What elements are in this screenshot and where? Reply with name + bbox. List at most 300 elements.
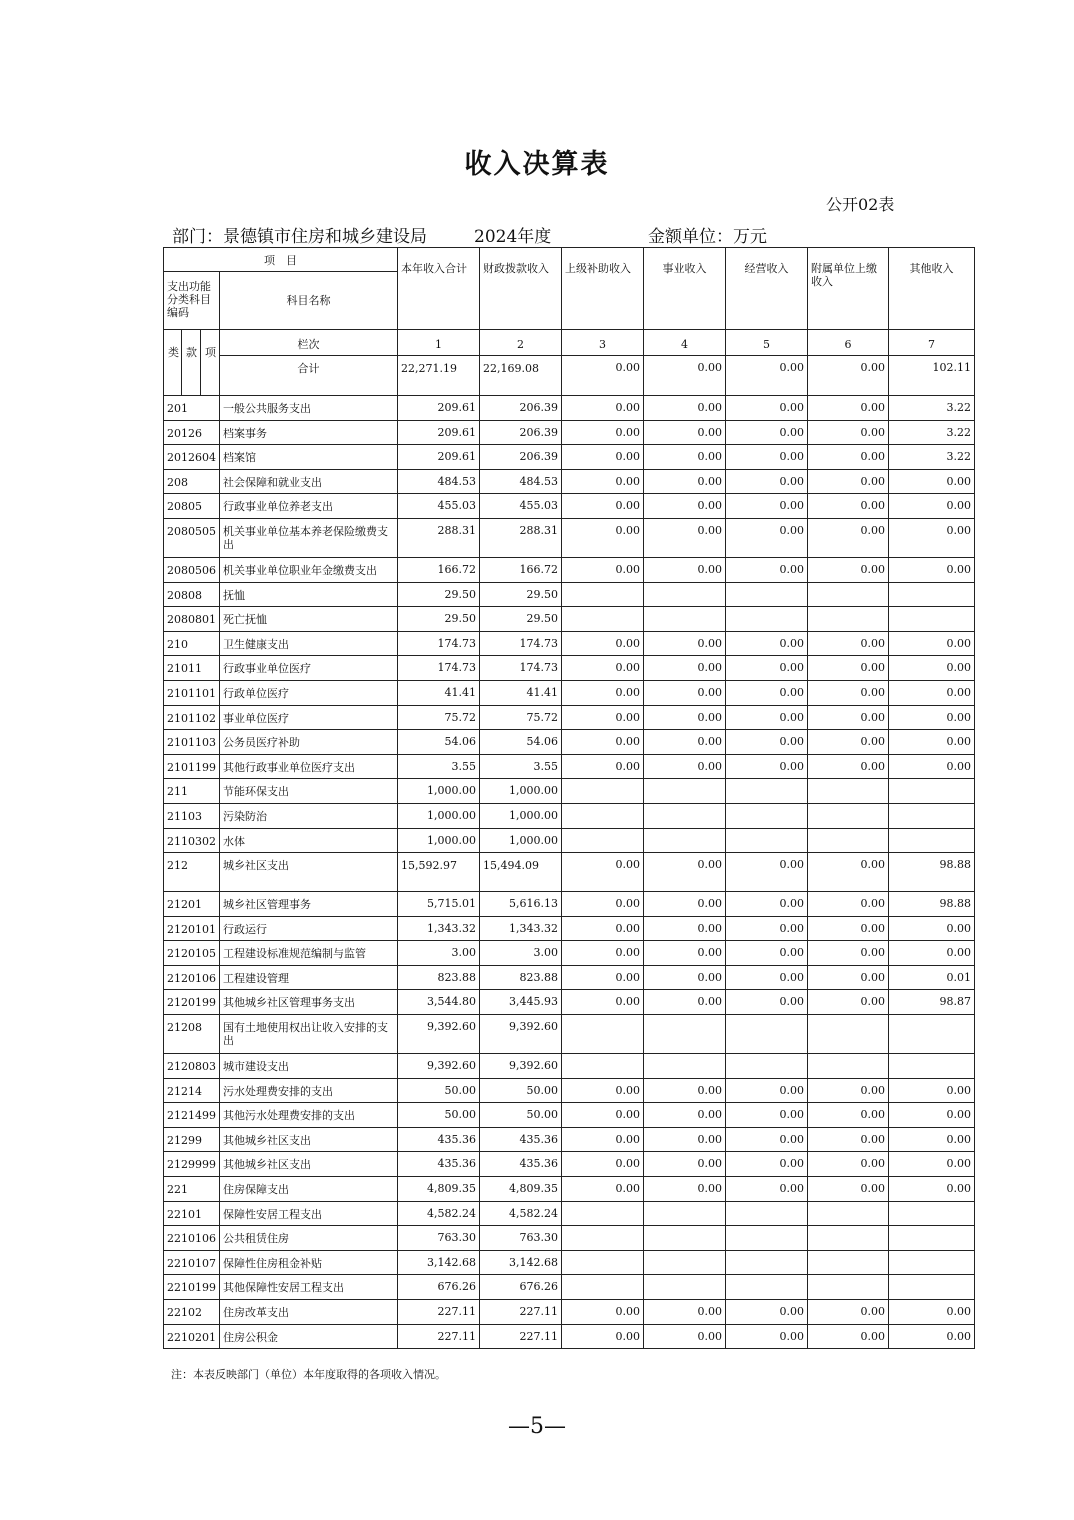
row-value-col-7: 0.00 — [889, 1177, 975, 1202]
row-value-col-3: 0.00 — [562, 469, 644, 494]
row-code: 21299 — [164, 1127, 220, 1152]
row-value-col-3: 0.00 — [562, 853, 644, 892]
total-value-3: 0.00 — [562, 356, 644, 396]
row-value-col-4 — [644, 582, 726, 607]
row-value-col-7: 0.00 — [889, 469, 975, 494]
row-value-col-2: 9,392.60 — [480, 1015, 562, 1054]
row-value-col-1: 41.41 — [398, 680, 480, 705]
row-code: 212 — [164, 853, 220, 892]
row-value-col-4: 0.00 — [644, 1324, 726, 1349]
row-name: 其他污水处理费安排的支出 — [220, 1103, 398, 1128]
row-code: 211 — [164, 779, 220, 804]
row-value-col-7: 98.88 — [889, 892, 975, 917]
row-value-col-1: 3.00 — [398, 941, 480, 966]
row-value-col-1: 209.61 — [398, 420, 480, 445]
row-value-col-5: 0.00 — [726, 1127, 808, 1152]
row-value-col-3: 0.00 — [562, 494, 644, 519]
row-value-col-4: 0.00 — [644, 1177, 726, 1202]
form-number: 公开02表 — [826, 195, 895, 214]
table-row — [164, 518, 975, 557]
row-value-col-4: 0.00 — [644, 557, 726, 582]
row-value-col-5: 0.00 — [726, 1300, 808, 1325]
row-name: 行政事业单位医疗 — [220, 656, 398, 681]
total-value-7: 102.11 — [889, 356, 975, 396]
row-value-col-6: 0.00 — [808, 1078, 889, 1103]
table-row — [164, 1201, 975, 1226]
row-name: 公共租赁住房 — [220, 1226, 398, 1251]
row-name: 节能环保支出 — [220, 779, 398, 804]
row-value-col-5: 0.00 — [726, 656, 808, 681]
lei-kuan-xiang-header — [164, 330, 220, 396]
row-value-col-2: 29.50 — [480, 607, 562, 632]
row-name: 其他城乡社区管理事务支出 — [220, 990, 398, 1015]
row-value-col-5: 0.00 — [726, 990, 808, 1015]
unit-label: 金额单位：万元 — [648, 227, 767, 247]
header-row-project — [164, 248, 975, 272]
row-value-col-2: 15,494.09 — [480, 853, 562, 892]
row-code: 2080506 — [164, 557, 220, 582]
row-value-col-2: 9,392.60 — [480, 1054, 562, 1079]
row-value-col-6: 0.00 — [808, 631, 889, 656]
row-value-col-2: 54.06 — [480, 730, 562, 755]
row-value-col-2: 174.73 — [480, 656, 562, 681]
row-value-col-5: 0.00 — [726, 494, 808, 519]
row-value-col-5 — [726, 779, 808, 804]
row-value-col-2: 50.00 — [480, 1078, 562, 1103]
row-value-col-6: 0.00 — [808, 469, 889, 494]
row-value-col-6: 0.00 — [808, 680, 889, 705]
row-value-col-5: 0.00 — [726, 1103, 808, 1128]
row-value-col-4 — [644, 1201, 726, 1226]
table-row — [164, 420, 975, 445]
row-value-col-1: 209.61 — [398, 445, 480, 470]
table-row — [164, 916, 975, 941]
row-code: 2101102 — [164, 705, 220, 730]
row-value-col-7: 0.01 — [889, 965, 975, 990]
row-value-col-2: 3.00 — [480, 941, 562, 966]
row-value-col-7: 0.00 — [889, 1078, 975, 1103]
row-value-col-3: 0.00 — [562, 445, 644, 470]
row-value-col-5: 0.00 — [726, 469, 808, 494]
row-value-col-3: 0.00 — [562, 1177, 644, 1202]
row-value-col-1: 3.55 — [398, 754, 480, 779]
row-value-col-4 — [644, 1015, 726, 1054]
row-name: 城乡社区管理事务 — [220, 892, 398, 917]
col-number-2: 2 — [480, 330, 562, 356]
row-value-col-2: 1,343.32 — [480, 916, 562, 941]
row-value-col-1: 75.72 — [398, 705, 480, 730]
col-header-1: 本年收入合计 — [398, 248, 480, 330]
row-value-col-6 — [808, 803, 889, 828]
row-value-col-5: 0.00 — [726, 420, 808, 445]
department-label: 部门：景德镇市住房和城乡建设局 — [172, 227, 427, 247]
row-value-col-3: 0.00 — [562, 990, 644, 1015]
row-value-col-1: 9,392.60 — [398, 1015, 480, 1054]
row-value-col-4: 0.00 — [644, 631, 726, 656]
row-value-col-2: 50.00 — [480, 1103, 562, 1128]
income-table — [163, 247, 975, 1349]
project-header: 项 目 — [164, 248, 398, 272]
row-code: 2129999 — [164, 1152, 220, 1177]
row-value-col-3 — [562, 607, 644, 632]
row-value-col-7: 0.00 — [889, 680, 975, 705]
row-name: 档案事务 — [220, 420, 398, 445]
row-name: 其他城乡社区支出 — [220, 1127, 398, 1152]
row-name: 污水处理费安排的支出 — [220, 1078, 398, 1103]
row-value-col-1: 455.03 — [398, 494, 480, 519]
table-row — [164, 853, 975, 892]
row-value-col-4 — [644, 607, 726, 632]
row-value-col-6: 0.00 — [808, 420, 889, 445]
row-value-col-3: 0.00 — [562, 892, 644, 917]
row-name: 其他保障性安居工程支出 — [220, 1275, 398, 1300]
row-value-col-6: 0.00 — [808, 705, 889, 730]
row-value-col-4: 0.00 — [644, 445, 726, 470]
row-value-col-3: 0.00 — [562, 1078, 644, 1103]
col-header-3: 上级补助收入 — [562, 248, 644, 330]
row-code: 2080505 — [164, 518, 220, 557]
row-value-col-1: 435.36 — [398, 1152, 480, 1177]
row-value-col-2: 3,445.93 — [480, 990, 562, 1015]
row-value-col-6: 0.00 — [808, 1324, 889, 1349]
row-code: 2080801 — [164, 607, 220, 632]
col-header-7: 其他收入 — [889, 248, 975, 330]
row-value-col-1: 166.72 — [398, 557, 480, 582]
row-code: 21214 — [164, 1078, 220, 1103]
row-value-col-4: 0.00 — [644, 892, 726, 917]
row-code: 2210106 — [164, 1226, 220, 1251]
row-value-col-3: 0.00 — [562, 1152, 644, 1177]
row-value-col-1: 3,142.68 — [398, 1250, 480, 1275]
row-name: 其他行政事业单位医疗支出 — [220, 754, 398, 779]
row-value-col-7: 0.00 — [889, 518, 975, 557]
lanci-label: 栏次 — [220, 330, 398, 356]
row-value-col-3 — [562, 1201, 644, 1226]
row-value-col-4: 0.00 — [644, 941, 726, 966]
row-value-col-7: 0.00 — [889, 705, 975, 730]
row-code: 22102 — [164, 1300, 220, 1325]
col-number-1: 1 — [398, 330, 480, 356]
row-name: 水体 — [220, 828, 398, 853]
row-value-col-3 — [562, 582, 644, 607]
col-header-4: 事业收入 — [644, 248, 726, 330]
row-value-col-2: 206.39 — [480, 420, 562, 445]
row-value-col-4: 0.00 — [644, 680, 726, 705]
row-code: 2120199 — [164, 990, 220, 1015]
row-value-col-3 — [562, 1275, 644, 1300]
row-value-col-7 — [889, 1250, 975, 1275]
row-value-col-5 — [726, 1250, 808, 1275]
code-header: 支出功能分类科目编码 — [164, 272, 220, 330]
row-value-col-6: 0.00 — [808, 1127, 889, 1152]
row-code: 21103 — [164, 803, 220, 828]
row-value-col-5: 0.00 — [726, 1324, 808, 1349]
table-row — [164, 990, 975, 1015]
row-value-col-1: 1,000.00 — [398, 828, 480, 853]
row-value-col-3 — [562, 803, 644, 828]
row-value-col-6 — [808, 1275, 889, 1300]
row-value-col-2: 5,616.13 — [480, 892, 562, 917]
row-value-col-1: 5,715.01 — [398, 892, 480, 917]
row-value-col-5: 0.00 — [726, 1177, 808, 1202]
row-value-col-6: 0.00 — [808, 990, 889, 1015]
row-value-col-1: 50.00 — [398, 1103, 480, 1128]
row-value-col-4 — [644, 828, 726, 853]
row-value-col-3: 0.00 — [562, 1103, 644, 1128]
table-row — [164, 754, 975, 779]
row-value-col-7: 0.00 — [889, 1152, 975, 1177]
row-value-col-1: 1,000.00 — [398, 779, 480, 804]
table-row — [164, 445, 975, 470]
lei-label: 类 — [168, 346, 179, 359]
row-value-col-4: 0.00 — [644, 1300, 726, 1325]
row-value-col-1: 435.36 — [398, 1127, 480, 1152]
row-code: 2101103 — [164, 730, 220, 755]
row-value-col-2: 1,000.00 — [480, 779, 562, 804]
row-value-col-7: 0.00 — [889, 730, 975, 755]
row-value-col-5 — [726, 1275, 808, 1300]
table-row — [164, 1152, 975, 1177]
row-value-col-2: 676.26 — [480, 1275, 562, 1300]
col-header-2: 财政拨款收入 — [480, 248, 562, 330]
row-value-col-4: 0.00 — [644, 916, 726, 941]
row-value-col-6: 0.00 — [808, 656, 889, 681]
row-value-col-1: 1,343.32 — [398, 916, 480, 941]
row-value-col-2: 75.72 — [480, 705, 562, 730]
table-row — [164, 1250, 975, 1275]
row-value-col-2: 1,000.00 — [480, 828, 562, 853]
row-name: 行政单位医疗 — [220, 680, 398, 705]
row-value-col-7: 0.00 — [889, 631, 975, 656]
row-name: 住房保障支出 — [220, 1177, 398, 1202]
name-header: 科目名称 — [220, 272, 398, 330]
row-value-col-4 — [644, 803, 726, 828]
row-value-col-5: 0.00 — [726, 1078, 808, 1103]
row-name: 死亡抚恤 — [220, 607, 398, 632]
row-code: 21201 — [164, 892, 220, 917]
col-number-5: 5 — [726, 330, 808, 356]
row-value-col-3: 0.00 — [562, 1300, 644, 1325]
row-value-col-1: 484.53 — [398, 469, 480, 494]
row-value-col-1: 227.11 — [398, 1324, 480, 1349]
row-value-col-3: 0.00 — [562, 1127, 644, 1152]
row-value-col-6: 0.00 — [808, 1177, 889, 1202]
row-value-col-5: 0.00 — [726, 705, 808, 730]
col-header-5: 经营收入 — [726, 248, 808, 330]
row-value-col-4: 0.00 — [644, 420, 726, 445]
row-value-col-7 — [889, 828, 975, 853]
row-value-col-6: 0.00 — [808, 730, 889, 755]
row-value-col-6: 0.00 — [808, 892, 889, 917]
row-name: 污染防治 — [220, 803, 398, 828]
row-value-col-2: 1,000.00 — [480, 803, 562, 828]
total-label: 合计 — [220, 356, 398, 396]
row-value-col-1: 54.06 — [398, 730, 480, 755]
row-value-col-4 — [644, 1054, 726, 1079]
row-value-col-1: 676.26 — [398, 1275, 480, 1300]
row-value-col-3: 0.00 — [562, 754, 644, 779]
row-value-col-2: 823.88 — [480, 965, 562, 990]
row-value-col-5: 0.00 — [726, 730, 808, 755]
row-code: 21208 — [164, 1015, 220, 1054]
total-value-2: 22,169.08 — [480, 356, 562, 396]
row-value-col-2: 288.31 — [480, 518, 562, 557]
row-value-col-5 — [726, 828, 808, 853]
page-number: —5— — [508, 1414, 566, 1439]
row-code: 21011 — [164, 656, 220, 681]
row-name: 行政运行 — [220, 916, 398, 941]
row-name: 行政事业单位养老支出 — [220, 494, 398, 519]
row-name: 工程建设管理 — [220, 965, 398, 990]
header-row-lanci — [164, 330, 975, 356]
row-value-col-5: 0.00 — [726, 853, 808, 892]
row-value-col-5: 0.00 — [726, 518, 808, 557]
row-value-col-5: 0.00 — [726, 916, 808, 941]
row-code: 2121499 — [164, 1103, 220, 1128]
row-value-col-3: 0.00 — [562, 680, 644, 705]
row-value-col-7 — [889, 1015, 975, 1054]
row-value-col-7: 0.00 — [889, 754, 975, 779]
row-value-col-3 — [562, 779, 644, 804]
row-value-col-2: 174.73 — [480, 631, 562, 656]
row-value-col-6 — [808, 1250, 889, 1275]
row-name: 社会保障和就业支出 — [220, 469, 398, 494]
row-value-col-7 — [889, 1226, 975, 1251]
row-value-col-4: 0.00 — [644, 1127, 726, 1152]
row-value-col-4: 0.00 — [644, 1103, 726, 1128]
row-value-col-1: 1,000.00 — [398, 803, 480, 828]
table-row — [164, 1078, 975, 1103]
row-code: 2101101 — [164, 680, 220, 705]
row-code: 2210201 — [164, 1324, 220, 1349]
total-row — [164, 356, 975, 396]
row-value-col-7: 0.00 — [889, 557, 975, 582]
table-row — [164, 730, 975, 755]
table-row — [164, 705, 975, 730]
row-value-col-6: 0.00 — [808, 396, 889, 421]
row-value-col-1: 209.61 — [398, 396, 480, 421]
row-value-col-1: 29.50 — [398, 607, 480, 632]
row-value-col-6: 0.00 — [808, 518, 889, 557]
row-value-col-1: 227.11 — [398, 1300, 480, 1325]
row-value-col-2: 227.11 — [480, 1324, 562, 1349]
row-value-col-5 — [726, 1054, 808, 1079]
row-value-col-6: 0.00 — [808, 853, 889, 892]
row-name: 住房改革支出 — [220, 1300, 398, 1325]
row-name: 保障性安居工程支出 — [220, 1201, 398, 1226]
row-value-col-3: 0.00 — [562, 965, 644, 990]
row-value-col-6: 0.00 — [808, 445, 889, 470]
row-value-col-6 — [808, 1201, 889, 1226]
row-value-col-1: 823.88 — [398, 965, 480, 990]
row-name: 公务员医疗补助 — [220, 730, 398, 755]
table-row — [164, 1300, 975, 1325]
row-value-col-4: 0.00 — [644, 1078, 726, 1103]
row-value-col-7: 0.00 — [889, 1127, 975, 1152]
row-name: 抚恤 — [220, 582, 398, 607]
col-number-6: 6 — [808, 330, 889, 356]
row-code: 2110302 — [164, 828, 220, 853]
row-value-col-2: 29.50 — [480, 582, 562, 607]
row-name: 一般公共服务支出 — [220, 396, 398, 421]
row-value-col-7: 0.00 — [889, 1324, 975, 1349]
row-value-col-5: 0.00 — [726, 396, 808, 421]
table-row — [164, 1177, 975, 1202]
total-value-5: 0.00 — [726, 356, 808, 396]
row-value-col-2: 435.36 — [480, 1127, 562, 1152]
kuan-label: 款 — [186, 346, 197, 359]
row-code: 221 — [164, 1177, 220, 1202]
row-value-col-7 — [889, 1275, 975, 1300]
row-value-col-2: 763.30 — [480, 1226, 562, 1251]
row-value-col-7: 0.00 — [889, 1300, 975, 1325]
row-value-col-2: 41.41 — [480, 680, 562, 705]
row-value-col-3: 0.00 — [562, 705, 644, 730]
total-value-4: 0.00 — [644, 356, 726, 396]
table-row — [164, 469, 975, 494]
table-row — [164, 1103, 975, 1128]
row-value-col-1: 174.73 — [398, 631, 480, 656]
row-value-col-5: 0.00 — [726, 1152, 808, 1177]
row-value-col-6: 0.00 — [808, 754, 889, 779]
row-value-col-7 — [889, 607, 975, 632]
row-code: 201 — [164, 396, 220, 421]
table-row — [164, 557, 975, 582]
row-value-col-5: 0.00 — [726, 557, 808, 582]
table-note: 注：本表反映部门（单位）本年度取得的各项收入情况。 — [171, 1368, 446, 1381]
row-value-col-4: 0.00 — [644, 990, 726, 1015]
table-row — [164, 1127, 975, 1152]
row-name: 城市建设支出 — [220, 1054, 398, 1079]
row-name: 卫生健康支出 — [220, 631, 398, 656]
row-value-col-4: 0.00 — [644, 656, 726, 681]
row-value-col-4: 0.00 — [644, 965, 726, 990]
row-name: 机关事业单位基本养老保险缴费支出 — [220, 518, 398, 557]
row-code: 2210199 — [164, 1275, 220, 1300]
row-code: 20126 — [164, 420, 220, 445]
row-value-col-7: 0.00 — [889, 1103, 975, 1128]
row-value-col-6: 0.00 — [808, 941, 889, 966]
row-value-col-3: 0.00 — [562, 396, 644, 421]
row-code: 2120803 — [164, 1054, 220, 1079]
table-row — [164, 494, 975, 519]
row-value-col-2: 435.36 — [480, 1152, 562, 1177]
row-value-col-7 — [889, 1054, 975, 1079]
row-name: 其他城乡社区支出 — [220, 1152, 398, 1177]
row-value-col-1: 4,582.24 — [398, 1201, 480, 1226]
row-value-col-1: 50.00 — [398, 1078, 480, 1103]
row-value-col-6: 0.00 — [808, 916, 889, 941]
row-value-col-7: 0.00 — [889, 941, 975, 966]
row-value-col-3 — [562, 828, 644, 853]
row-value-col-2: 206.39 — [480, 445, 562, 470]
row-value-col-4: 0.00 — [644, 705, 726, 730]
row-value-col-1: 174.73 — [398, 656, 480, 681]
row-code: 2210107 — [164, 1250, 220, 1275]
row-value-col-1: 288.31 — [398, 518, 480, 557]
row-value-col-5 — [726, 582, 808, 607]
row-value-col-5 — [726, 607, 808, 632]
row-value-col-3 — [562, 1250, 644, 1275]
row-value-col-4: 0.00 — [644, 396, 726, 421]
row-value-col-2: 455.03 — [480, 494, 562, 519]
col-header-6: 附属单位上缴收入 — [808, 248, 889, 330]
row-value-col-6: 0.00 — [808, 1152, 889, 1177]
row-value-col-6: 0.00 — [808, 557, 889, 582]
row-code: 2012604 — [164, 445, 220, 470]
row-value-col-1: 4,809.35 — [398, 1177, 480, 1202]
row-value-col-5: 0.00 — [726, 680, 808, 705]
